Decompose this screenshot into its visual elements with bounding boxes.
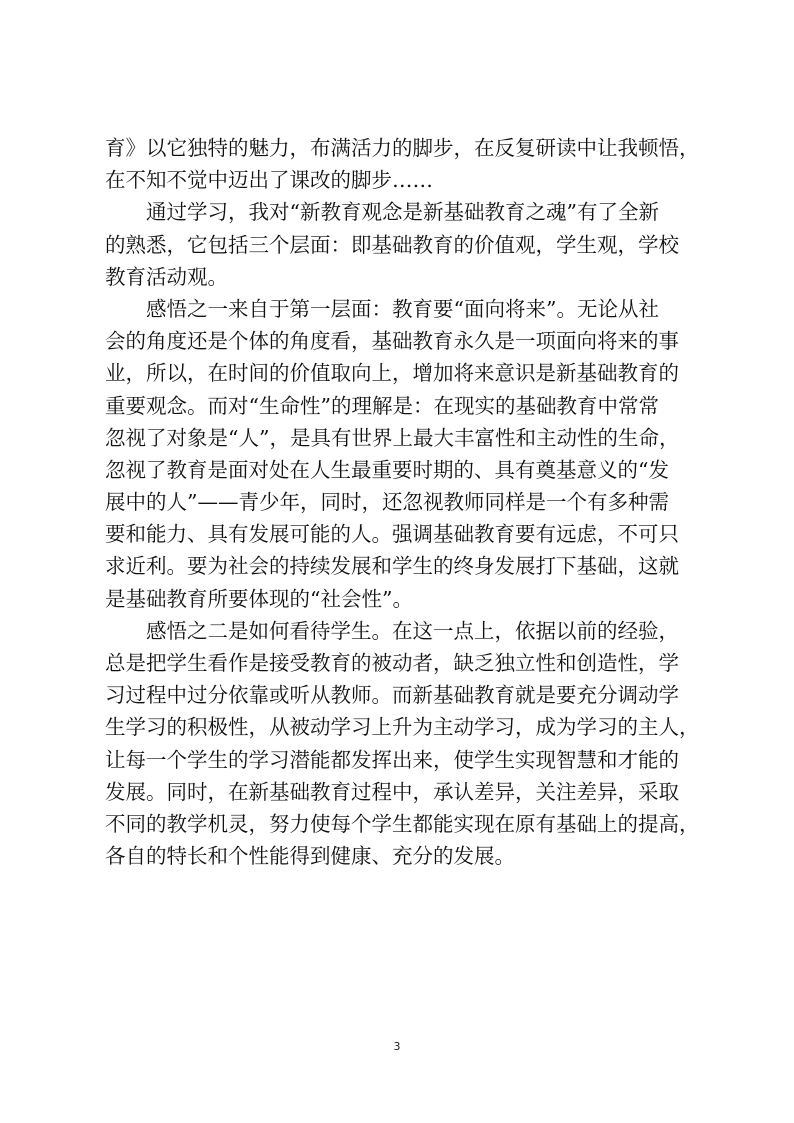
text-line: 生学习的积极性，从被动学习上升为主动学习，成为学习的主人， (105, 715, 700, 740)
text-line: 的熟悉，它包括三个层面：即基础教育的价值观，学生观，学校 (105, 232, 679, 257)
paragraph-start-line: 感悟之一来自于第一层面：教育要“面向将来”。无论从社 (146, 296, 659, 321)
page-number: 3 (393, 1040, 401, 1053)
text-line: 要和能力、具有发展可能的人。强调基础教育要有远虑，不可只 (105, 522, 679, 547)
text-line: 在不知不觉中迈出了课改的脚步…… (105, 168, 433, 193)
text-line: 求近利。要为社会的持续发展和学生的终身发展打下基础，这就 (105, 554, 679, 579)
text-line: 习过程中过分依靠或听从教师。而新基础教育就是要充分调动学 (105, 683, 679, 708)
text-line: 不同的教学机灵，努力使每个学生都能实现在原有基础上的提高， (105, 811, 700, 836)
text-line: 忽视了教育是面对处在人生最重要时期的、具有奠基意义的“发 (105, 457, 669, 482)
paragraph-start-line: 通过学习，我对“新教育观念是新基础教育之魂”有了全新 (146, 200, 659, 225)
text-line: 业，所以，在时间的价值取向上，增加将来意识是新基础教育的 (105, 361, 679, 386)
text-line: 育》以它独特的魅力，布满活力的脚步，在反复研读中让我顿悟， (105, 136, 700, 160)
body-text (105, 132, 705, 872)
text-line: 教育活动观。 (105, 264, 228, 289)
text-line: 总是把学生看作是接受教育的被动者，缺乏独立性和创造性，学 (105, 651, 679, 675)
paragraph-start-line: 感悟之二是如何看待学生。在这一点上，依据以前的经验， (146, 618, 679, 643)
text-line: 会的角度还是个体的角度看，基础教育永久是一项面向将来的事 (105, 329, 679, 354)
text-line: 忽视了对象是“人”，是具有世界上最大丰富性和主动性的生命， (105, 425, 680, 450)
text-line: 重要观念。而对“生命性”的理解是：在现实的基础教育中常常 (105, 393, 659, 418)
text-line: 各自的特长和个性能得到健康、充分的发展。 (105, 844, 515, 869)
text-line: 发展。同时，在新基础教育过程中，承认差异，关注差异，采取 (105, 779, 679, 804)
text-line: 让每一个学生的学习潜能都发挥出来，使学生实现智慧和才能的 (105, 747, 679, 772)
text-line: 展中的人”——青少年，同时，还忽视教师同样是一个有多种需 (105, 490, 669, 515)
text-line: 是基础教育所要体现的“社会性”。 (105, 586, 413, 611)
